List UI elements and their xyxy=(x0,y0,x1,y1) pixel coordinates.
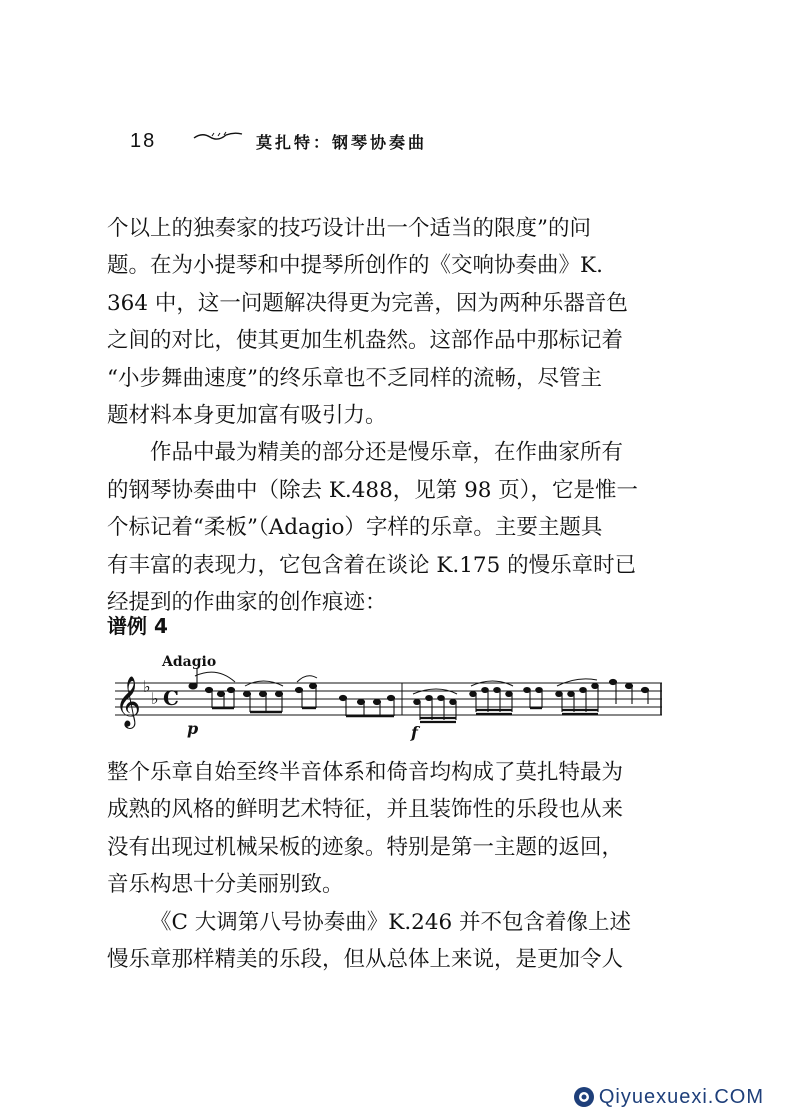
text-line: 没有出现过机械呆板的迹象。特别是第一主题的返回， xyxy=(107,834,624,860)
dynamic-forte: f xyxy=(411,723,418,742)
text-line: 的钢琴协奏曲中（除去 K.488，见第 98 页），它是惟一 xyxy=(107,477,639,503)
flat-sign-icon: ♭ xyxy=(151,689,159,708)
text-line: 作品中最为精美的部分还是慢乐章，在作曲家所有 xyxy=(150,440,624,466)
flat-sign-icon: ♭ xyxy=(143,677,151,696)
paragraph xyxy=(107,904,667,979)
site-logo-icon xyxy=(573,1086,595,1108)
paragraph xyxy=(107,434,667,621)
text-line: 有丰富的表现力，它包含着在谈论 K.175 的慢乐章时已 xyxy=(107,552,637,578)
text-line: 音乐构思十分美丽别致。 xyxy=(107,872,344,898)
common-time-icon: C xyxy=(163,686,179,710)
paragraph xyxy=(107,210,667,434)
text-line: “小步舞曲速度”的终乐章也不乏同样的流畅，尽管主 xyxy=(107,365,602,391)
body-text-bottom xyxy=(107,754,667,978)
text-line: 慢乐章那样精美的乐段，但从总体上来说，是更加令人 xyxy=(107,947,624,973)
tempo-marking: Adagio xyxy=(162,654,217,670)
running-header xyxy=(130,128,550,158)
treble-clef-icon: 𝄞 xyxy=(115,676,142,727)
text-line: 题材料本身更加富有吸引力。 xyxy=(107,403,387,429)
page-number: 18 xyxy=(130,130,157,152)
text-line: 题。在为小提琴和中提琴所创作的《交响协奏曲》K. xyxy=(107,253,603,279)
text-line: 364 中，这一问题解决得更为完善，因为两种乐器音色 xyxy=(107,290,628,316)
example-label: 谱例 4 xyxy=(107,614,168,638)
running-title: 莫扎特：钢琴协奏曲 xyxy=(256,133,428,152)
music-score-excerpt xyxy=(107,646,667,746)
text-line: 个以上的独奏家的技巧设计出一个适当的限度”的问 xyxy=(107,216,591,241)
ornament-flourish-icon xyxy=(192,128,246,142)
text-line: 之间的对比，使其更加生机盎然。这部作品中那标记着 xyxy=(107,328,624,354)
paragraph xyxy=(107,754,667,904)
text-line: 个标记着“柔板”（Adagio）字样的乐章。主要主题具 xyxy=(107,515,603,541)
site-watermark xyxy=(573,1082,764,1112)
text-line: 经提到的作曲家的创作痕迹： xyxy=(107,590,387,616)
text-line: 《C 大调第八号协奏曲》K.246 并不包含着像上述 xyxy=(150,909,632,935)
text-line: 整个乐章自始至终半音体系和倚音均构成了莫扎特最为 xyxy=(107,760,624,785)
watermark-text: Qiyuexuexi.COM xyxy=(598,1085,764,1108)
body-text-top xyxy=(107,210,667,621)
dynamic-piano: p xyxy=(187,719,199,738)
text-line: 成熟的风格的鲜明艺术特征，并且装饰性的乐段也从来 xyxy=(107,797,624,823)
